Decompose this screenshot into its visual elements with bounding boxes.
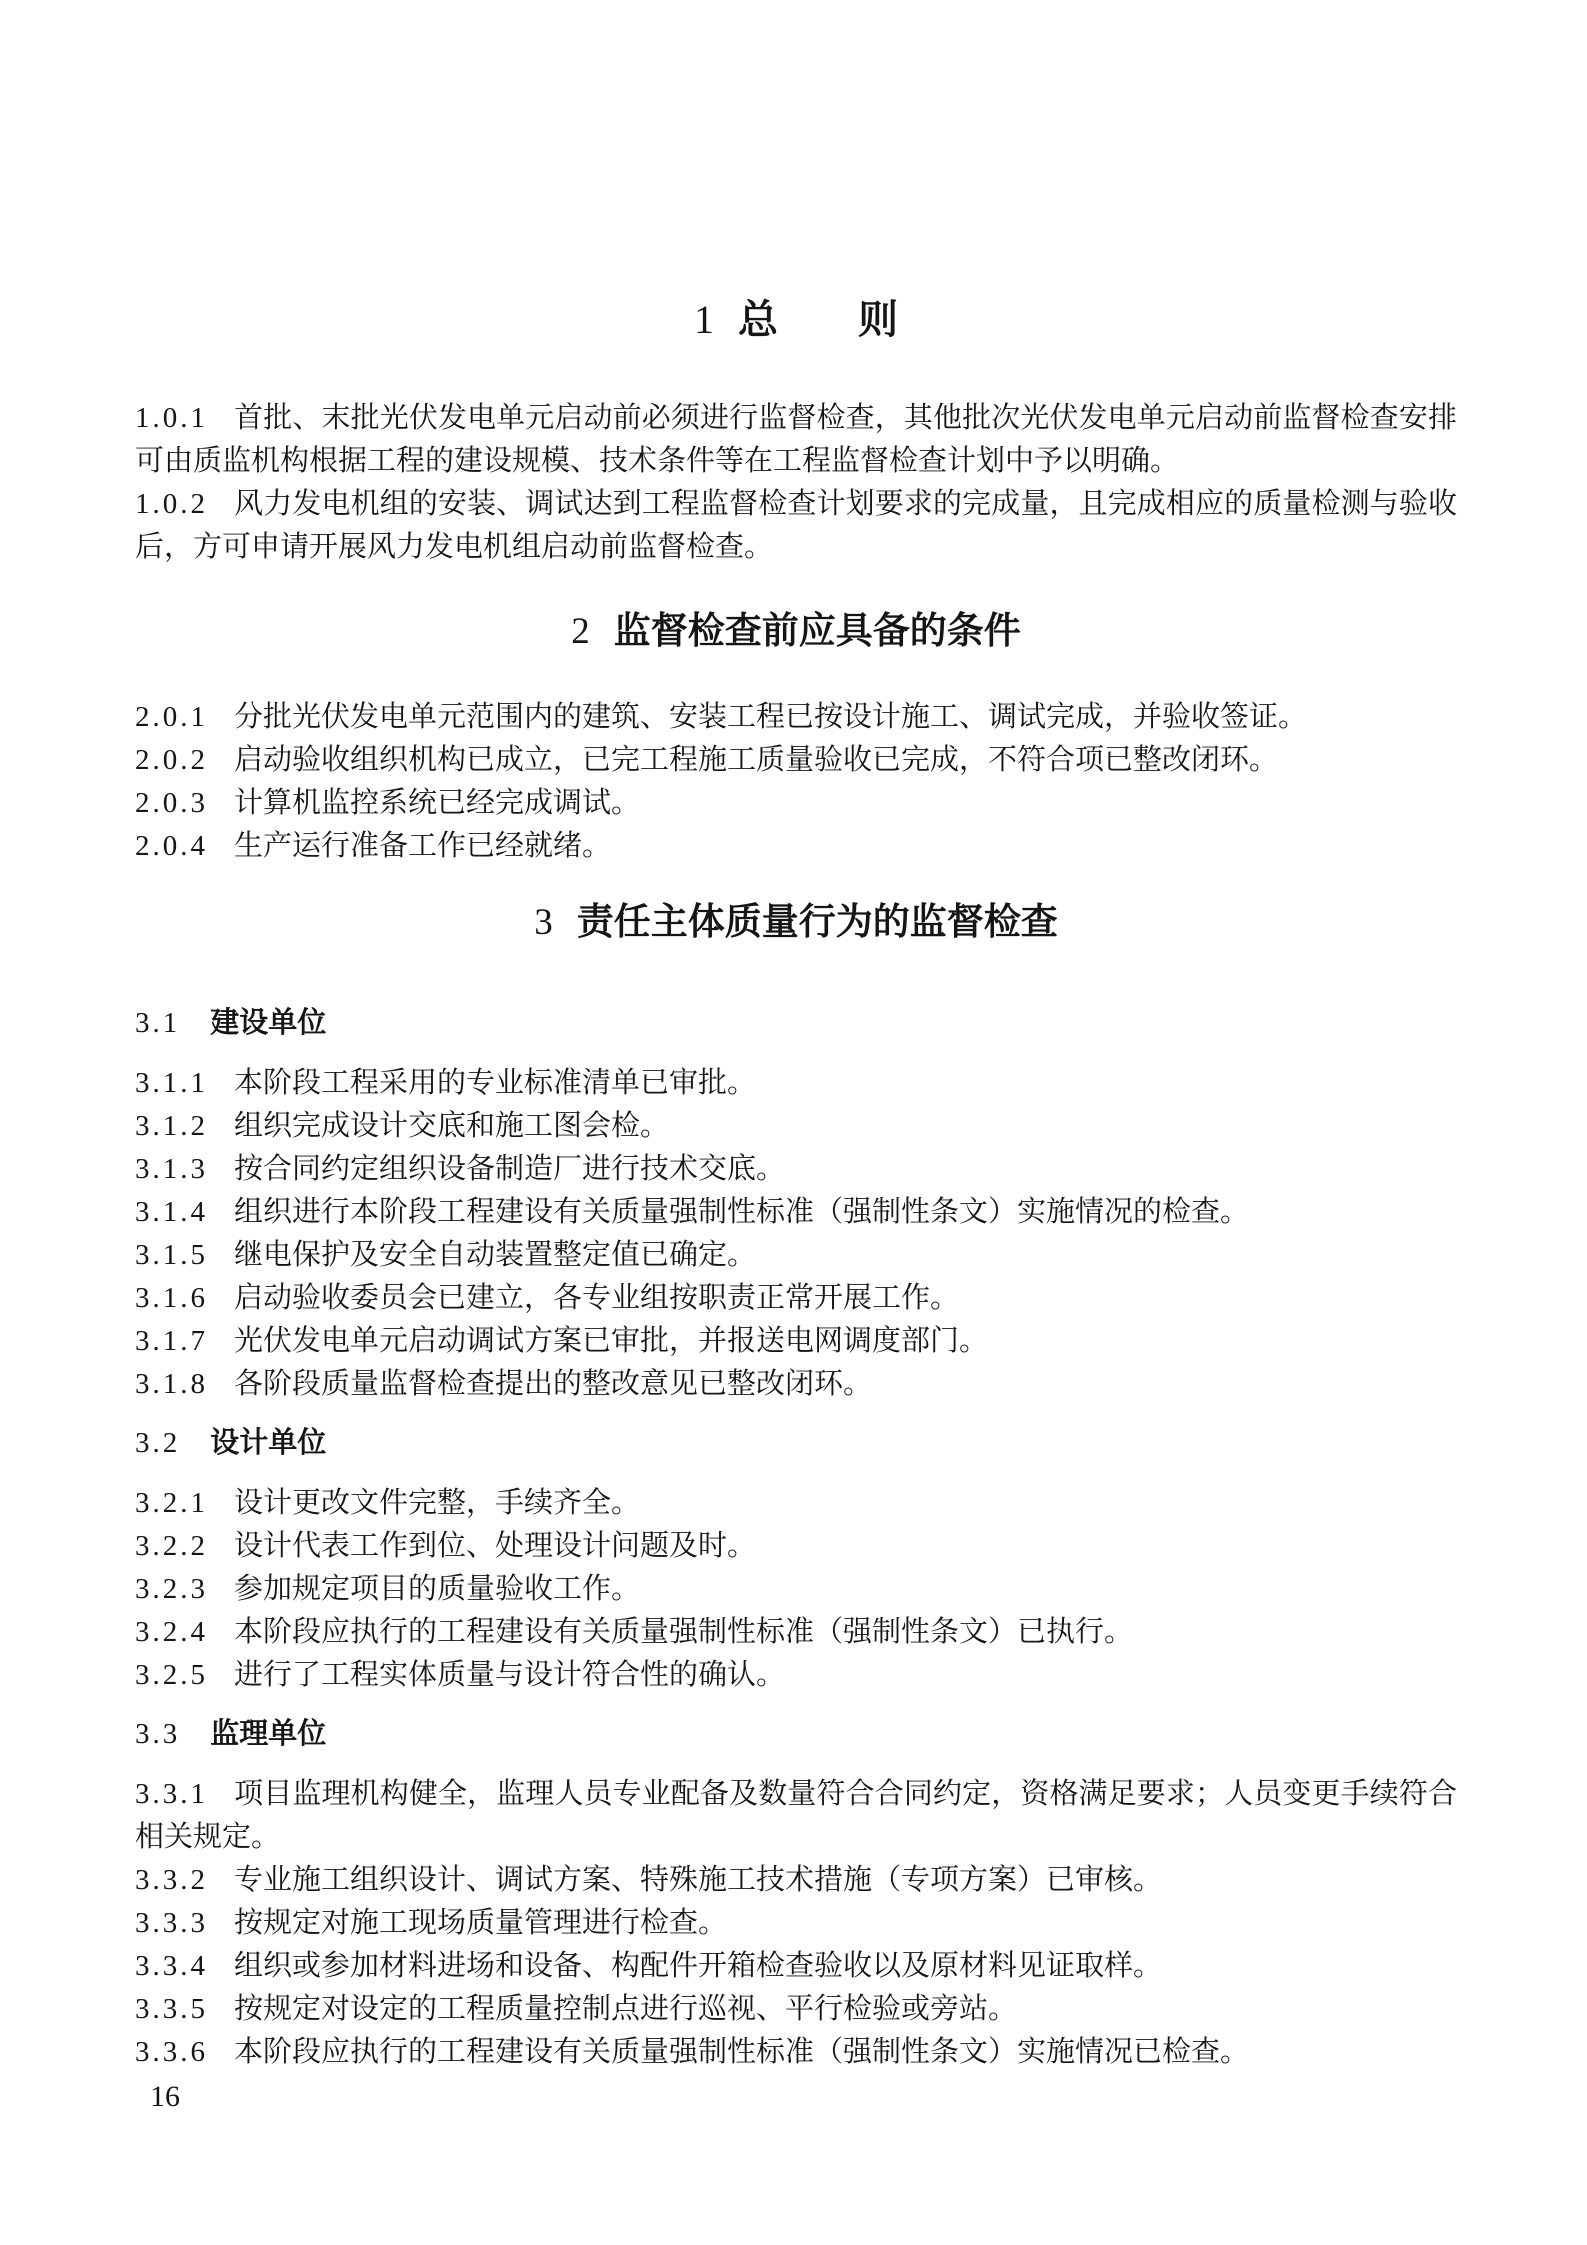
clause-3-2-2 (135, 1525, 1457, 1568)
clause-3-1-8 (135, 1363, 1457, 1406)
clause-2-0-3 (135, 782, 1457, 825)
clause-text: 专业施工组织设计、调试方案、特殊施工技术措施（专项方案）已审核。 (234, 1864, 1163, 1896)
clause-text: 进行了工程实体质量与设计符合性的确认。 (234, 1659, 786, 1691)
clause-number: 3.3.2 (135, 1864, 208, 1896)
clause-3-1-6 (135, 1277, 1457, 1320)
clause-text: 风力发电机组的安装、调试达到工程监督检查计划要求的完成量，且完成相应的质量检测与验收后，方可申请开展风力发电机组启动前监督检查。 (135, 488, 1457, 563)
clause-3-2-3 (135, 1568, 1457, 1611)
clause-number: 3.3.5 (135, 1993, 208, 2025)
chapter-3-number: 3 (534, 902, 553, 943)
clause-text: 本阶段应执行的工程建设有关质量强制性标准（强制性条文）已执行。 (234, 1616, 1134, 1648)
clause-text: 计算机监控系统已经完成调试。 (234, 787, 641, 819)
clause-3-2-4 (135, 1611, 1457, 1654)
clause-text: 项目监理机构健全，监理人员专业配备及数量符合合同约定，资格满足要求；人员变更手续符合相关规定。 (135, 1778, 1457, 1853)
clause-number: 3.1.5 (135, 1239, 208, 1271)
clause-text: 组织完成设计交底和施工图会检。 (234, 1110, 670, 1142)
clause-text: 设计代表工作到位、处理设计问题及时。 (234, 1530, 757, 1562)
chapter-1-title: 总 则 (738, 298, 898, 342)
clause-2-0-2 (135, 739, 1457, 782)
clause-text: 分批光伏发电单元范围内的建筑、安装工程已按设计施工、调试完成，并验收签证。 (234, 701, 1308, 733)
page-number: 16 (150, 2080, 180, 2113)
clause-number: 2.0.4 (135, 830, 208, 862)
clause-1-0-2 (135, 483, 1457, 569)
clause-text: 按规定对施工现场质量管理进行检查。 (234, 1907, 728, 1939)
clause-3-2-1 (135, 1482, 1457, 1525)
clause-number: 3.1.6 (135, 1282, 208, 1314)
clause-text: 启动验收组织机构已成立，已完工程施工质量验收已完成，不符合项已整改闭环。 (234, 744, 1279, 776)
clause-3-1-4 (135, 1191, 1457, 1234)
clause-3-1-2 (135, 1105, 1457, 1148)
clause-number: 3.3.3 (135, 1907, 208, 1939)
clause-3-3-5 (135, 1988, 1457, 2031)
clause-number: 3.2.2 (135, 1530, 208, 1562)
clause-text: 组织或参加材料进场和设备、构配件开箱检查验收以及原材料见证取样。 (234, 1950, 1163, 1982)
clause-3-1-7 (135, 1320, 1457, 1363)
subsection-title: 设计单位 (210, 1427, 327, 1459)
chapter-1-heading (135, 295, 1457, 345)
clause-text: 本阶段工程采用的专业标准清单已审批。 (234, 1067, 757, 1099)
subsection-3-1-heading (135, 1002, 1457, 1045)
clause-text: 光伏发电单元启动调试方案已审批，并报送电网调度部门。 (234, 1325, 989, 1357)
clause-number: 3.1.3 (135, 1153, 208, 1185)
chapter-2-heading (135, 607, 1457, 656)
clause-number: 1.0.2 (135, 488, 208, 520)
clause-number: 3.1.8 (135, 1368, 208, 1400)
clause-number: 2.0.3 (135, 787, 208, 819)
clause-3-3-2 (135, 1859, 1457, 1902)
clause-number: 2.0.2 (135, 744, 208, 776)
clause-number: 3.2.3 (135, 1573, 208, 1605)
clause-text: 首批、末批光伏发电单元启动前必须进行监督检查，其他批次光伏发电单元启动前监督检查安排可由质监机构根据工程的建设规模、技术条件等在工程监督检查计划中予以明确。 (135, 402, 1457, 477)
clause-text: 按合同约定组织设备制造厂进行技术交底。 (234, 1153, 786, 1185)
clause-text: 参加规定项目的质量验收工作。 (234, 1573, 641, 1605)
clause-number: 3.1.4 (135, 1196, 208, 1228)
clause-number: 3.3.4 (135, 1950, 208, 1982)
clause-text: 组织进行本阶段工程建设有关质量强制性标准（强制性条文）实施情况的检查。 (234, 1196, 1250, 1228)
clause-1-0-1 (135, 397, 1457, 483)
clause-3-3-4 (135, 1945, 1457, 1988)
clause-text: 启动验收委员会已建立，各专业组按职责正常开展工作。 (234, 1282, 960, 1314)
subsection-number: 3.1 (135, 1007, 181, 1039)
chapter-2-number: 2 (571, 611, 590, 652)
clause-number: 3.2.4 (135, 1616, 208, 1648)
clause-3-1-5 (135, 1234, 1457, 1277)
clause-text: 生产运行准备工作已经就绪。 (234, 830, 612, 862)
clause-2-0-4 (135, 825, 1457, 868)
subsection-3-2-heading (135, 1422, 1457, 1465)
clause-number: 1.0.1 (135, 402, 208, 434)
clause-3-3-3 (135, 1902, 1457, 1945)
chapter-3-heading (135, 898, 1457, 947)
clause-text: 继电保护及安全自动装置整定值已确定。 (234, 1239, 757, 1271)
subsection-number: 3.3 (135, 1718, 181, 1750)
clause-3-3-1 (135, 1773, 1457, 1859)
clause-number: 2.0.1 (135, 701, 208, 733)
clause-number: 3.1.1 (135, 1067, 208, 1099)
clause-number: 3.3.6 (135, 2036, 208, 2068)
chapter-3-title: 责任主体质量行为的监督检查 (576, 901, 1058, 942)
clause-text: 各阶段质量监督检查提出的整改意见已整改闭环。 (234, 1368, 873, 1400)
clause-3-1-3 (135, 1148, 1457, 1191)
clause-number: 3.2.1 (135, 1487, 208, 1519)
clause-text: 设计更改文件完整，手续齐全。 (234, 1487, 641, 1519)
clause-text: 按规定对设定的工程质量控制点进行巡视、平行检验或旁站。 (234, 1993, 1018, 2025)
subsection-title: 监理单位 (210, 1718, 327, 1750)
clause-2-0-1 (135, 696, 1457, 739)
chapter-2-title: 监督检查前应具备的条件 (613, 610, 1021, 651)
clause-number: 3.3.1 (135, 1778, 208, 1810)
clause-text: 本阶段应执行的工程建设有关质量强制性标准（强制性条文）实施情况已检查。 (234, 2036, 1250, 2068)
clause-number: 3.1.2 (135, 1110, 208, 1142)
clause-number: 3.1.7 (135, 1325, 208, 1357)
clause-3-2-5 (135, 1654, 1457, 1697)
subsection-3-3-heading (135, 1713, 1457, 1756)
clause-number: 3.2.5 (135, 1659, 208, 1691)
clause-3-1-1 (135, 1062, 1457, 1105)
subsection-number: 3.2 (135, 1427, 181, 1459)
clause-3-3-6 (135, 2031, 1457, 2074)
subsection-title: 建设单位 (210, 1007, 327, 1039)
chapter-1-number: 1 (694, 297, 714, 342)
